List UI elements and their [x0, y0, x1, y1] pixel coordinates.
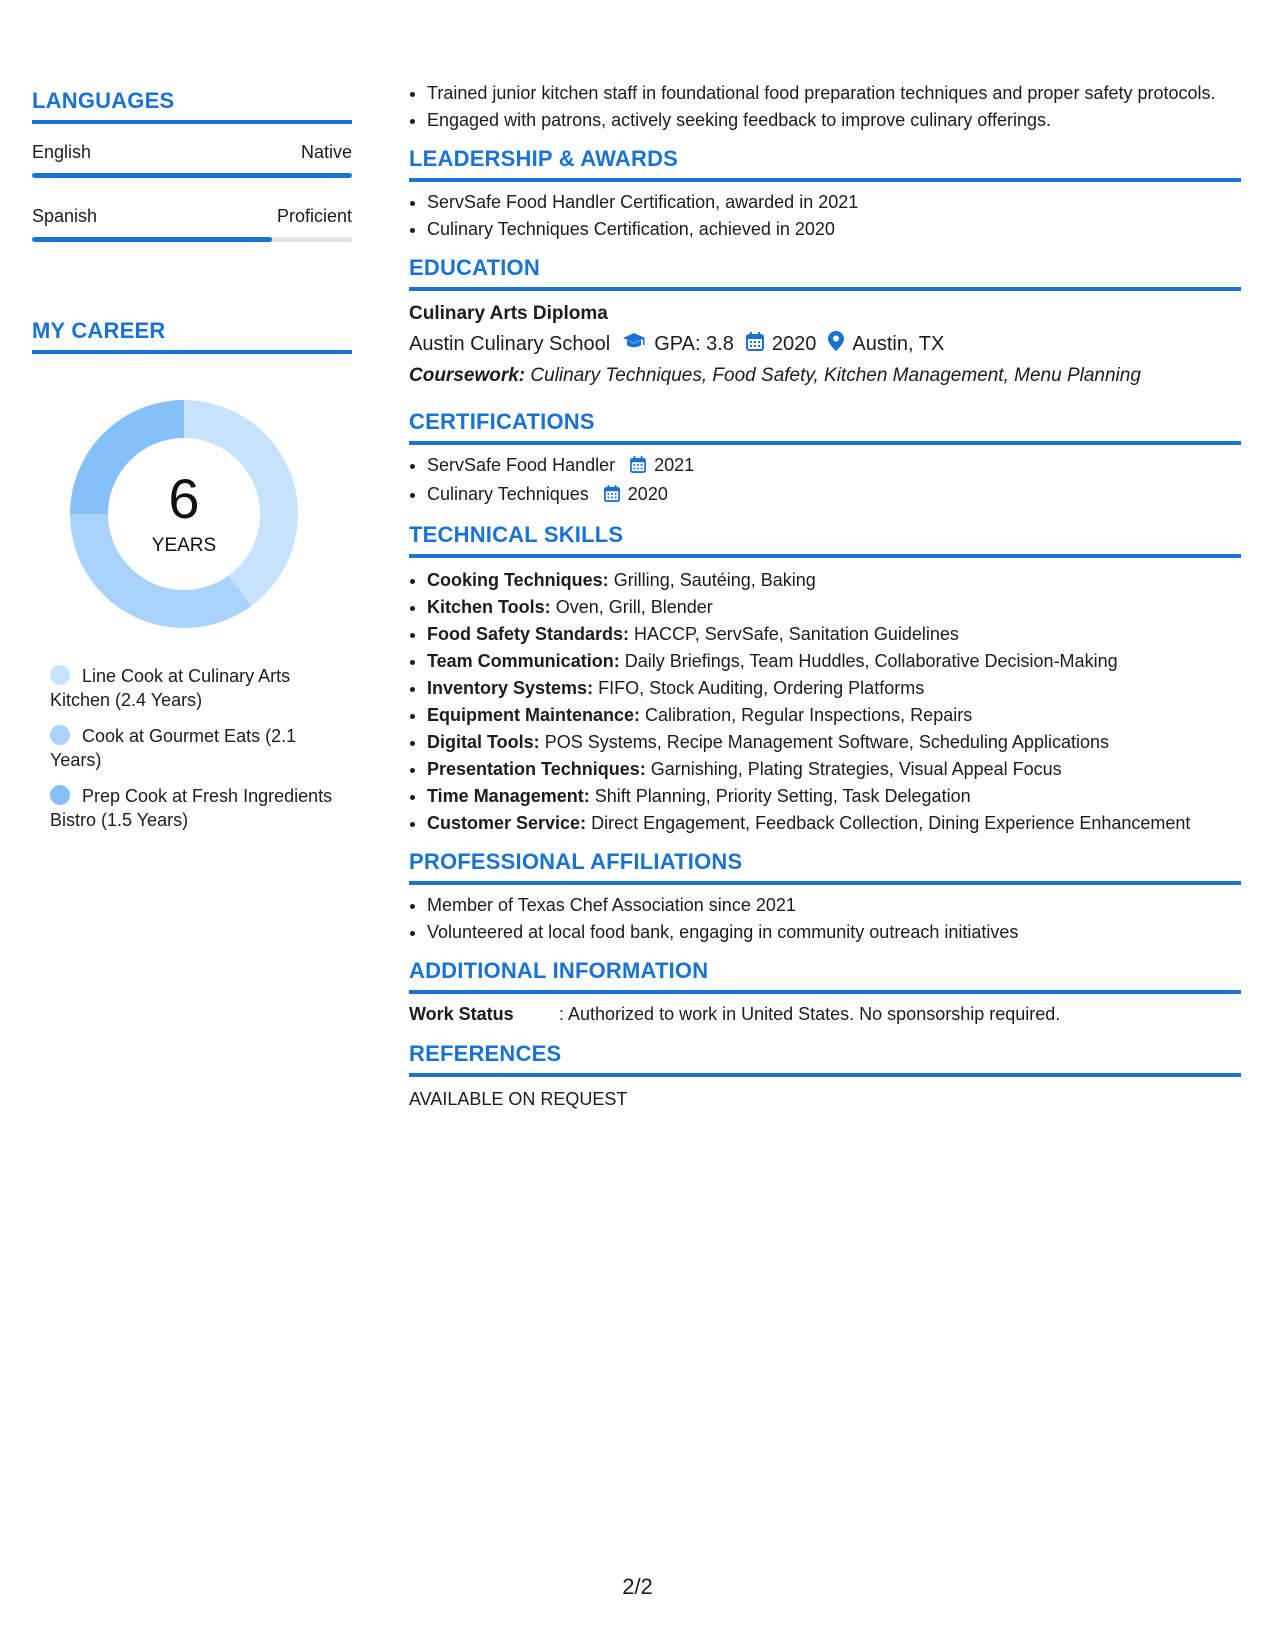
career-total-value: 6: [168, 467, 200, 530]
skill-item: [427, 568, 1241, 592]
language-name: English: [32, 142, 92, 162]
degree-name: Culinary Arts Diploma: [409, 303, 608, 324]
skills-title: TECHNICAL SKILLS: [409, 522, 1241, 558]
skill-item: [427, 811, 1241, 835]
career-legend-label: Prep Cook at Fresh Ingredients Bistro (1.5 Years): [50, 786, 333, 830]
leadership-item: • Culinary Techniques Certification, achieved in 2020: [427, 217, 1241, 241]
graduation-year: 2020: [771, 332, 817, 355]
career-donut-chart: [66, 396, 302, 632]
skill-item: [427, 757, 1241, 781]
language-name: Spanish: [32, 206, 98, 226]
skill-item: [427, 595, 1241, 619]
languages-title: LANGUAGES: [32, 88, 352, 124]
certification-year: 2021: [654, 455, 695, 475]
additional-section: [409, 958, 1241, 1025]
certifications-title: CERTIFICATIONS: [409, 409, 1241, 445]
skill-item: [427, 676, 1241, 700]
coursework-list: Culinary Techniques, Food Safety, Kitchen Management, Menu Planning: [530, 365, 1141, 386]
skill-category: Cooking Techniques:: [427, 570, 609, 590]
leadership-item: • ServSafe Food Handler Certification, awarded in 2021: [427, 190, 1241, 214]
additional-title: ADDITIONAL INFORMATION: [409, 958, 1241, 994]
skill-category: Customer Service:: [427, 813, 587, 833]
leadership-title: LEADERSHIP & AWARDS: [409, 146, 1241, 182]
language-bar: [32, 237, 352, 242]
work-status-label: Work Status: [409, 1004, 514, 1024]
language-bar-fill: [32, 173, 352, 178]
career-title: MY CAREER: [32, 318, 352, 354]
skill-values: Oven, Grill, Blender: [555, 597, 713, 617]
skill-values: Direct Engagement, Feedback Collection, Dining Experience Enhancement: [591, 813, 1191, 833]
certification-name: Culinary Techniques: [427, 484, 589, 504]
legend-dot: [50, 785, 70, 805]
skill-values: HACCP, ServSafe, Sanitation Guidelines: [634, 624, 959, 644]
skill-category: Digital Tools:: [427, 732, 540, 752]
experience-bullet: • Engaged with patrons, actively seeking feedback to improve culinary offerings.: [427, 108, 1241, 132]
language-level: Proficient: [276, 206, 352, 226]
work-status: [409, 1004, 1241, 1025]
affiliation-item: • Volunteered at local food bank, engaging in community outreach initiatives: [427, 920, 1241, 944]
skill-category: Inventory Systems:: [427, 678, 594, 698]
references-title: REFERENCES: [409, 1041, 1241, 1077]
references-section: [409, 1041, 1241, 1110]
experience-bullets: [409, 81, 1241, 132]
school-location: Austin, TX: [852, 332, 945, 355]
map-pin-icon: [828, 331, 844, 357]
certification-name: ServSafe Food Handler: [427, 455, 616, 475]
skill-category: Food Safety Standards:: [427, 624, 630, 644]
legend-dot: [50, 665, 70, 685]
certification-year: 2020: [627, 484, 668, 504]
skill-category: Team Communication:: [427, 651, 620, 671]
career-legend-item: [50, 784, 352, 832]
legend-dot: [50, 725, 70, 745]
education-details: [409, 331, 1241, 357]
language-level: Native: [300, 142, 352, 162]
work-status-value: : Authorized to work in United States. No sponsorship required.: [559, 1004, 1061, 1024]
skill-item: [427, 730, 1241, 754]
skill-item: [427, 703, 1241, 727]
calendar-icon: [604, 484, 620, 508]
education-title: EDUCATION: [409, 255, 1241, 291]
language-spanish: [32, 206, 352, 242]
skill-values: Grilling, Sautéing, Baking: [613, 570, 816, 590]
affiliation-item: • Member of Texas Chef Association since 2021: [427, 893, 1241, 917]
experience-bullet: • Trained junior kitchen staff in foundational food preparation techniques and proper safety protocols.: [427, 81, 1241, 105]
career-legend-item: [50, 664, 352, 712]
career-legend-label: Line Cook at Culinary Arts Kitchen (2.4 Years): [50, 666, 291, 710]
skill-values: Shift Planning, Priority Setting, Task Delegation: [594, 786, 971, 806]
skill-category: Kitchen Tools:: [427, 597, 551, 617]
skill-values: Calibration, Regular Inspections, Repairs: [645, 705, 973, 725]
affiliations-title: PROFESSIONAL AFFILIATIONS: [409, 849, 1241, 885]
skills-section: [409, 522, 1241, 835]
certification-item: [427, 453, 1241, 479]
right-column: [409, 78, 1241, 1110]
language-bar: [32, 173, 352, 178]
school-name: Austin Culinary School: [409, 332, 611, 355]
career-legend: [32, 664, 352, 832]
skill-category: Equipment Maintenance:: [427, 705, 641, 725]
language-english: [32, 142, 352, 178]
career-total-unit: YEARS: [151, 535, 217, 556]
graduation-cap-icon: [622, 332, 646, 356]
skill-values: Garnishing, Plating Strategies, Visual Appeal Focus: [650, 759, 1062, 779]
page-number: 2/2: [622, 1574, 653, 1599]
certifications-section: [409, 409, 1241, 508]
calendar-icon: [630, 455, 646, 479]
coursework: [409, 365, 1241, 387]
leadership-section: [409, 146, 1241, 241]
left-column: [32, 88, 352, 844]
skill-category: Presentation Techniques:: [427, 759, 646, 779]
affiliations-section: [409, 849, 1241, 944]
career-legend-item: [50, 724, 352, 772]
references-text: AVAILABLE ON REQUEST: [409, 1089, 628, 1109]
skill-item: [427, 784, 1241, 808]
skill-item: [427, 649, 1241, 673]
calendar-icon: [746, 332, 764, 357]
skill-values: POS Systems, Recipe Management Software, Scheduling Applications: [544, 732, 1109, 752]
career-legend-label: Cook at Gourmet Eats (2.1 Years): [50, 726, 297, 770]
skill-values: FIFO, Stock Auditing, Ordering Platforms: [598, 678, 925, 698]
skill-item: [427, 622, 1241, 646]
certification-item: [427, 482, 1241, 508]
gpa: GPA: 3.8: [654, 332, 734, 355]
skill-values: Daily Briefings, Team Huddles, Collaborative Decision-Making: [624, 651, 1118, 671]
coursework-label: Coursework:: [409, 365, 526, 386]
language-bar-fill: [32, 237, 272, 242]
skill-category: Time Management:: [427, 786, 590, 806]
education-section: [409, 255, 1241, 387]
